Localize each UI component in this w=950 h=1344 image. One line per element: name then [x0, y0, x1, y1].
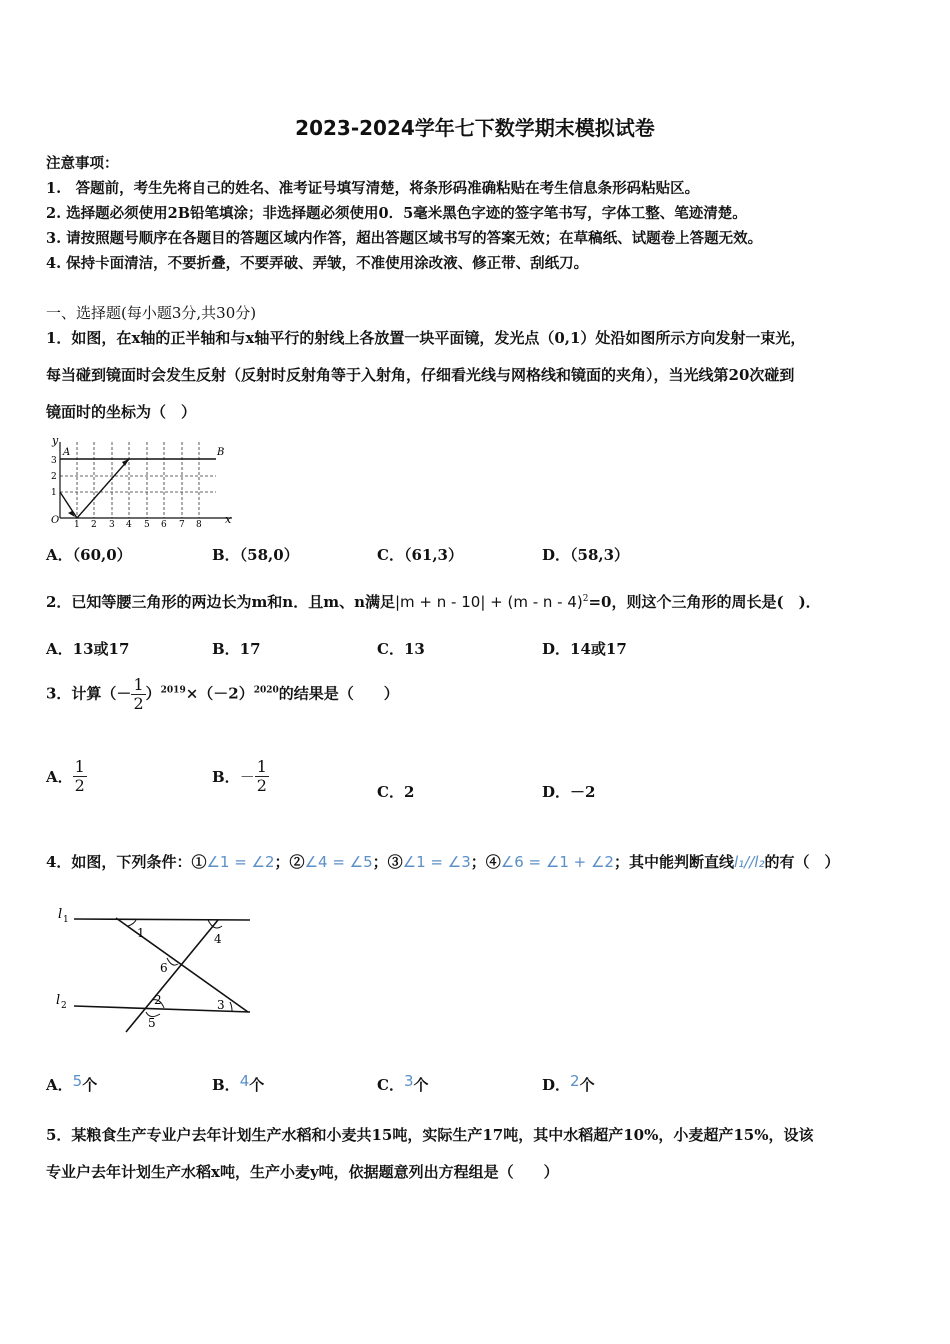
notice-heading: 注意事项：: [46, 155, 119, 172]
q1-fig-y-label: y: [52, 434, 59, 447]
q1-fig-xtick: 6: [161, 520, 167, 530]
q3-option-b-fraction: $\frac{1}{2}$: [256, 757, 267, 795]
q3-suffix: 的结果是（ ）: [278, 684, 399, 703]
q1-fig-xtick: 8: [196, 520, 202, 530]
q2-formula-exponent: 2: [582, 594, 589, 604]
q1-option-b[interactable]: B．（58,0）: [212, 546, 299, 564]
q4-fig-l2-sub: 2: [61, 1001, 67, 1011]
q4-fig-angle-6: 6: [160, 961, 168, 975]
q1-fig-xtick: 2: [91, 520, 97, 530]
q1-text-line2: 每当碰到镜面时会发生反射（反射时反射角等于入射角，仔细看光线与网格线和镜面的夹角），当光线第20次碰到: [46, 366, 795, 384]
q4-condition-4: ∠6 = ∠1 + ∠2: [500, 853, 614, 871]
q1-option-d[interactable]: D．（58,3）: [542, 546, 630, 564]
q1-fig-xtick: 7: [179, 520, 185, 530]
q3-exponent-2: 2020: [253, 685, 279, 696]
notice-item-4: 4. 保持卡面清洁，不要折叠，不要弄破、弄皱，不准使用涂改液、修正带、刮纸刀。: [46, 255, 589, 272]
q3-option-c[interactable]: C．2: [377, 783, 415, 801]
q2-suffix: =0，则这个三角形的周长是( )．: [588, 593, 821, 611]
q2-option-b[interactable]: B．17: [212, 640, 261, 658]
q1-fig-xtick: 5: [144, 520, 150, 530]
q2-text: [46, 591, 821, 612]
q3-option-a-fraction: $\frac{1}{2}$: [74, 757, 85, 795]
q1-fig-xtick: 3: [109, 520, 115, 530]
q4-figure-lines: [50, 900, 270, 1040]
q4-condition-3: ∠1 = ∠3: [402, 853, 471, 871]
q2-formula: |m + n - 10| + (m - n - 4): [395, 593, 583, 611]
q4-fig-l2: l: [56, 993, 61, 1008]
q3-fraction: $\frac{1}{2}$: [133, 675, 144, 713]
q3-exponent-1: 2019: [160, 685, 186, 696]
q1-figure-grid: [44, 434, 244, 530]
q4-text: 4．如图，下列条件：①∠1 = ∠2；②∠4 = ∠5；③∠1 = ∠3；④∠6 = ∠1 + ∠2；其中能判断直线l₁//l₂的有（ ）: [46, 853, 840, 871]
q4-condition-2: ∠4 = ∠5: [304, 853, 373, 871]
notice-item-3: 3. 请按照题号顺序在各题目的答题区域内作答，超出答题区域书写的答案无效；在草稿纸、试题卷上答题无效。: [46, 230, 763, 247]
q2-prefix: 2．已知等腰三角形的两边长为m和n．且m、n满足: [46, 593, 395, 611]
notice-item-2: 2. 选择题必须使用2B铅笔填涂；非选择题必须使用0．5毫米黑色字迹的签字笔书写，字体工整、笔迹清楚。: [46, 205, 747, 222]
q3-close: ）: [145, 684, 161, 703]
q1-text-line1: 1．如图，在x轴的正半轴和与x轴平行的射线上各放置一块平面镜，发光点（0,1）处沿如图所示方向发射一束光，: [46, 329, 806, 347]
q1-fig-ytick: 2: [51, 472, 57, 482]
q3-option-a[interactable]: A． $\frac{1}{2}$: [46, 757, 85, 795]
q4-fig-angle-5: 5: [148, 1016, 156, 1030]
page-title: 2023-2024学年七下数学期末模拟试卷: [295, 116, 655, 140]
q4-fig-angle-1: 1: [137, 926, 145, 940]
q4-fig-l1-sub: 1: [63, 915, 69, 925]
q1-fig-ytick: 3: [51, 456, 57, 466]
q2-option-a[interactable]: A．13或17: [46, 640, 130, 658]
q4-fig-angle-4: 4: [214, 932, 222, 946]
q4-option-a[interactable]: A．5个: [46, 1072, 98, 1094]
q1-fig-xtick: 4: [126, 520, 132, 530]
q1-text-line3: 镜面时的坐标为（ ）: [46, 403, 197, 421]
q4-option-b[interactable]: B．4个: [212, 1072, 265, 1094]
q1-option-c[interactable]: C．（61,3）: [377, 546, 463, 564]
q4-fig-angle-2: 2: [154, 993, 162, 1007]
q1-fig-point-a: A: [63, 447, 71, 458]
q5-text-line2: 专业户去年计划生产水稻x吨，生产小麦y吨，依据题意列出方程组是（ ）: [46, 1163, 559, 1181]
q5-text-line1: 5．某粮食生产专业户去年计划生产水稻和小麦共15吨，实际生产17吨，其中水稻超产10%，小麦超产15%，设该: [46, 1126, 814, 1144]
q4-option-c[interactable]: C．3个: [377, 1072, 429, 1094]
q3-prefix: 3．计算（－: [46, 684, 132, 703]
q1-fig-origin: O: [51, 515, 60, 526]
notice-item-1: 1. 答题前，考生先将自己的姓名、准考证号填写清楚，将条形码准确粘贴在考生信息条形码粘贴区。: [46, 180, 700, 197]
q3-times: ×（－2）: [185, 684, 254, 703]
q4-fig-angle-3: 3: [217, 998, 225, 1012]
q1-fig-ytick: 1: [51, 488, 57, 498]
q1-fig-x-label: x: [225, 513, 232, 526]
q3-text: [46, 676, 399, 713]
q1-option-a[interactable]: A．（60,0）: [46, 546, 132, 564]
section-heading: 一、选择题(每小题3分,共30分): [46, 304, 257, 322]
q4-option-d[interactable]: D．2个: [542, 1072, 595, 1094]
q4-condition-1: ∠1 = ∠2: [206, 853, 275, 871]
q2-option-d[interactable]: D．14或17: [542, 640, 627, 658]
q4-parallel-notation: l₁//l₂: [733, 853, 765, 871]
q3-option-b[interactable]: B．－ $\frac{1}{2}$: [212, 757, 267, 795]
q1-fig-xtick: 1: [74, 520, 80, 530]
q2-option-c[interactable]: C．13: [377, 640, 425, 658]
q4-fig-l1: l: [58, 907, 63, 922]
q1-fig-point-b: B: [217, 447, 225, 458]
q3-option-d[interactable]: D．－2: [542, 783, 596, 801]
